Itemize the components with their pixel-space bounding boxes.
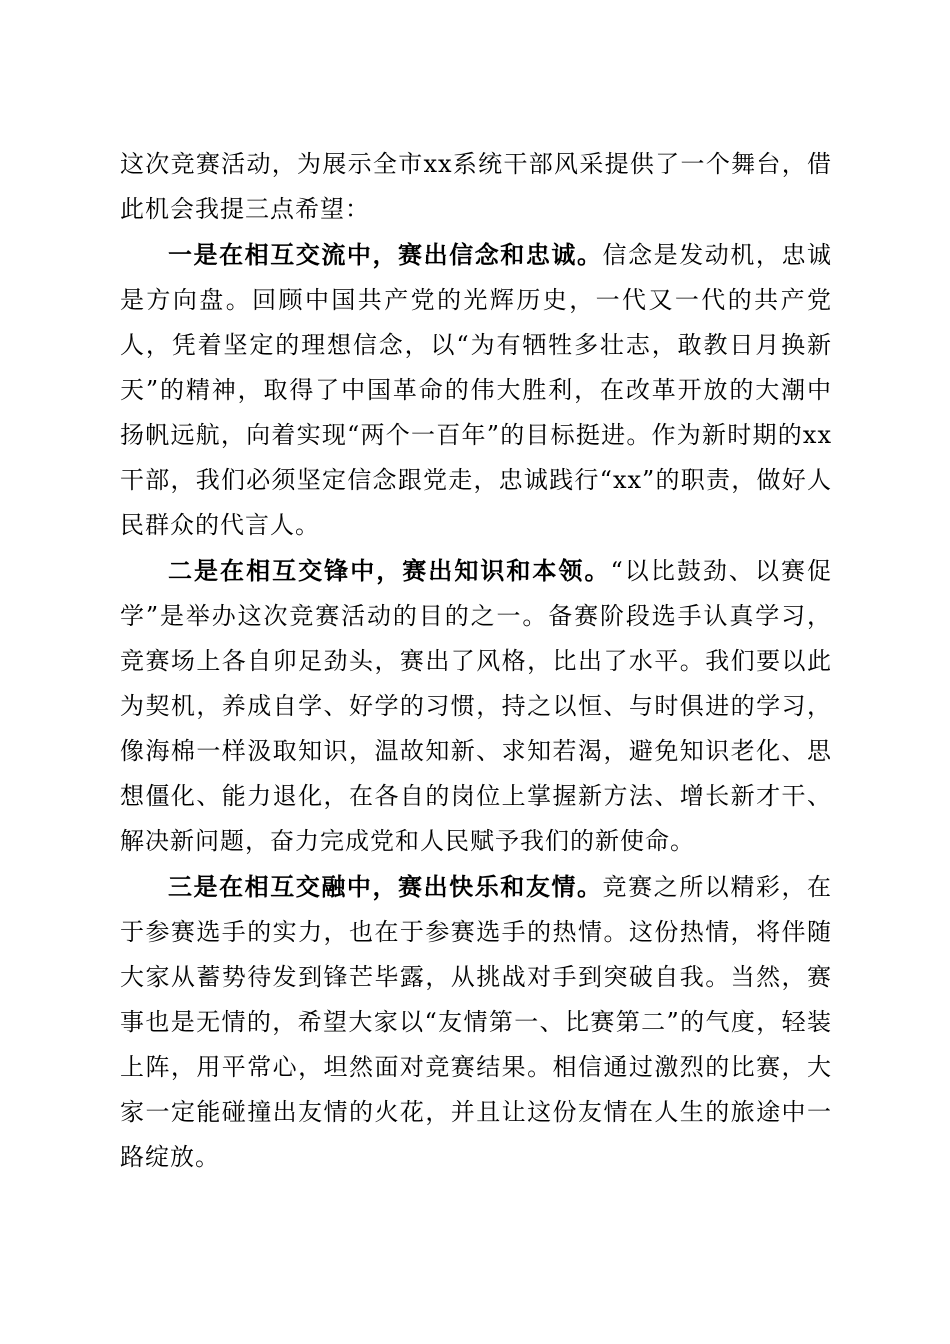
point-body-2: “以比鼓劲、以赛促学”是举办这次竞赛活动的目的之一。备赛阶段选手认真学习，竞赛场上各自卯足劲头，赛出了风格，比出了水平。我们要以此为契机，养成自学、好学的习惯，持之以恒、与时俱进的学习，像海棉一样汲取知识，温故知新、求知若渴，避免知识老化、思想僵化、能力退化，在各自的岗位上掌握新方法、增长新才干、解决新问题，奋力完成党和人民赋予我们的新使命。 [120, 557, 832, 855]
point-body-3: 竞赛之所以精彩，在于参赛选手的实力，也在于参赛选手的热情。这份热情，将伴随大家从蓄势待发到锋芒毕露，从挑战对手到突破自我。当然，赛事也是无情的，希望大家以“友情第一、比赛第二”的气度，轻装上阵，用平常心，坦然面对竞赛结果。相信通过激烈的比赛，大家一定能碰撞出友情的火花，并且让这份友情在人生的旅途中一路绽放。 [120, 873, 833, 1171]
point-heading-3: 三是在相互交融中，赛出快乐和友情。 [168, 872, 603, 901]
document-page [120, 142, 832, 1180]
point-heading-2: 二是在相互交锋中，赛出知识和本领。 [168, 556, 611, 585]
point-heading-1: 一是在相互交流中，赛出信念和忠诚。 [168, 240, 603, 269]
intro-text: 这次竞赛活动，为展示全市xx系统干部风采提供了一个舞台，借此机会我提三点希望： [120, 150, 832, 223]
point-paragraph-1 [120, 232, 832, 548]
point-body-1: 信念是发动机，忠诚是方向盘。回顾中国共产党的光辉历史，一代又一代的共产党人，凭着坚定的理想信念，以“为有牺牲多壮志，敢教日月换新天”的精神，取得了中国革命的伟大胜利，在改革开放的大潮中扬帆远航，向着实现“两个一百年”的目标挺进。作为新时期的xx干部，我们必须坚定信念跟党走，忠诚践行“xx”的职责，做好人民群众的代言人。 [120, 241, 833, 539]
point-paragraph-3 [120, 864, 832, 1180]
point-paragraph-2 [120, 548, 832, 864]
intro-paragraph [120, 142, 832, 232]
